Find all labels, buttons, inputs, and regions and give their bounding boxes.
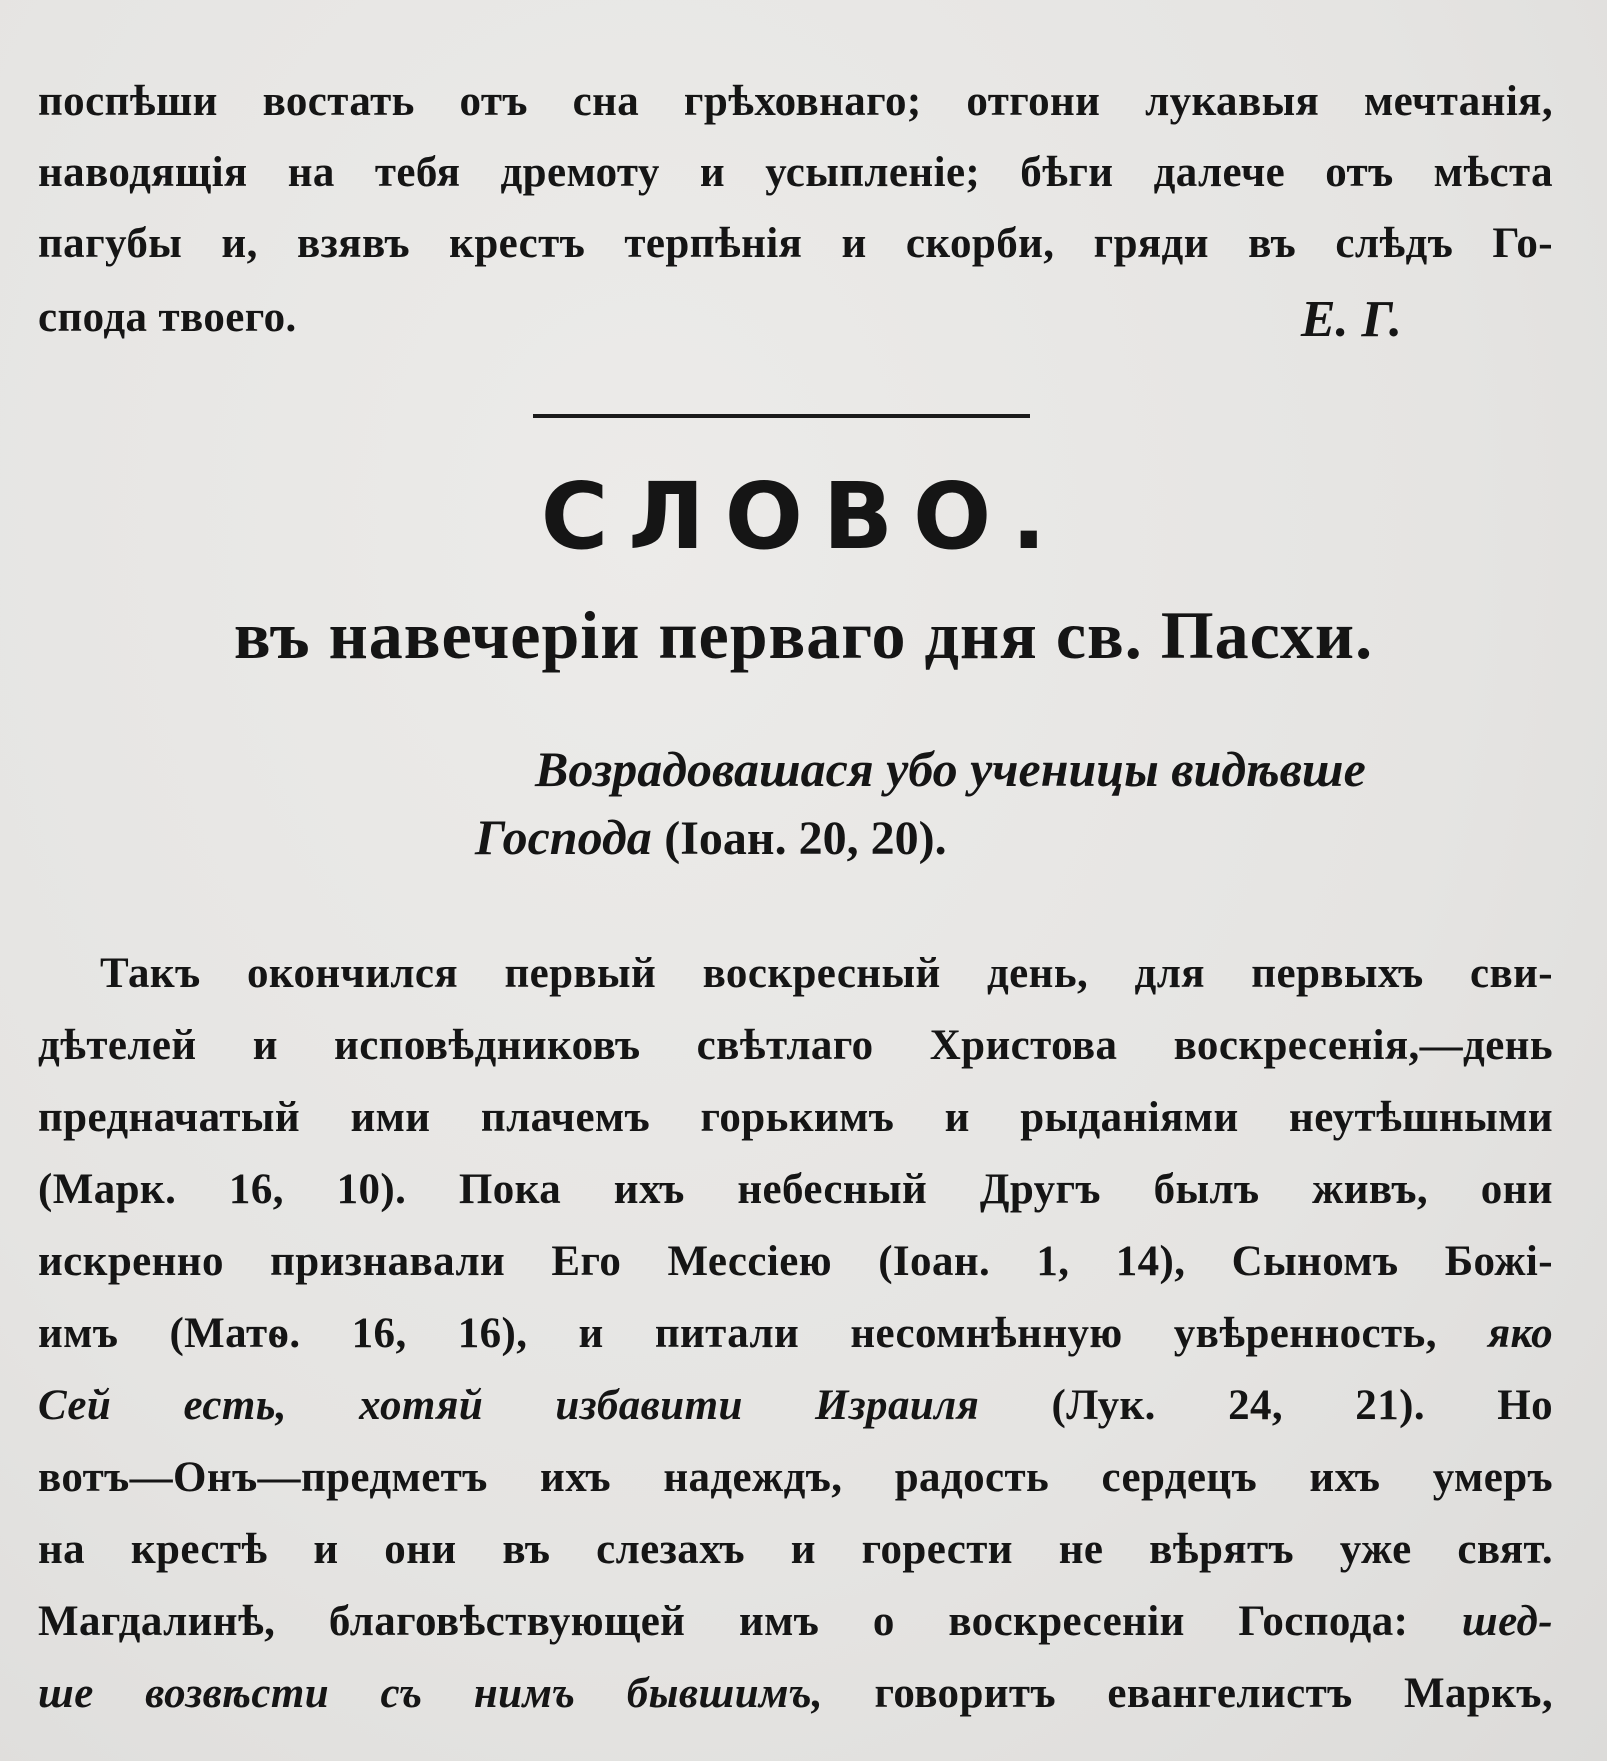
body-line: вотъ—Онъ—предметъ ихъ надеждъ, радость сердецъ ихъ умеръ xyxy=(38,1454,1553,1501)
body-line xyxy=(38,1592,1553,1652)
sermon-subtitle: въ навечеріи перваго дня св. Пасхи. xyxy=(233,597,1374,673)
body-text: (Лук. 24, 21). Но xyxy=(1051,1382,1553,1429)
body-line: предначатый ими плачемъ горькимъ и рыданіями неутѣшными xyxy=(38,1094,1553,1141)
epigraph-line xyxy=(475,804,947,872)
text-line: наводящія на тебя дремоту и усыпленіе; бѣги далече отъ мѣста xyxy=(38,149,1553,196)
body-line: на крестѣ и они въ слезахъ и горести не вѣрятъ уже свят. xyxy=(38,1526,1553,1573)
scripture-quote: шед- xyxy=(1461,1598,1554,1645)
scripture-quote: ше возвѣсти съ нимъ бывшимъ, xyxy=(38,1670,824,1717)
text-line: поспѣши востать отъ сна грѣховнаго; отгони лукавыя мечтанія, xyxy=(38,78,1553,125)
epigraph-quote: Господа xyxy=(475,809,652,865)
body-line xyxy=(38,1304,1553,1364)
body-line xyxy=(38,1664,1553,1724)
body-line: искренно признавали Его Мессіею (Іоан. 1, 14), Сыномъ Божі- xyxy=(38,1238,1553,1285)
body-line: Такъ окончился первый воскресный день, для первыхъ сви- xyxy=(100,950,1553,997)
body-line: (Марк. 16, 10). Пока ихъ небесный Другъ былъ живъ, они xyxy=(38,1166,1553,1213)
sermon-title: СЛОВО. xyxy=(540,463,1067,570)
epigraph-reference: (Іоан. 20, 20). xyxy=(664,812,947,865)
epigraph-quote: Возрадовашася убо ученицы видѣвше xyxy=(535,741,1366,797)
text-line: спода твоего. xyxy=(38,294,297,341)
body-text: Магдалинѣ, благовѣствующей имъ о воскресеніи Господа: xyxy=(38,1598,1409,1645)
section-divider xyxy=(533,414,1030,418)
scripture-quote: Сей есть, хотяй избавити Израиля xyxy=(38,1382,980,1429)
epigraph-line xyxy=(535,736,1366,802)
body-line xyxy=(38,1376,1553,1436)
scripture-quote: яко xyxy=(1487,1310,1553,1357)
author-signature: Е. Г. xyxy=(1300,291,1402,348)
text-line: пагубы и, взявъ крестъ терпѣнія и скорби, гряди въ слѣдъ Го- xyxy=(38,220,1553,267)
body-text: имъ (Матѳ. 16, 16), и питали несомнѣнную увѣренность, xyxy=(38,1310,1437,1357)
body-line: дѣтелей и исповѣдниковъ свѣтлаго Христова воскресенія,—день xyxy=(38,1022,1553,1069)
body-text: говоритъ евангелистъ Маркъ, xyxy=(874,1670,1553,1717)
